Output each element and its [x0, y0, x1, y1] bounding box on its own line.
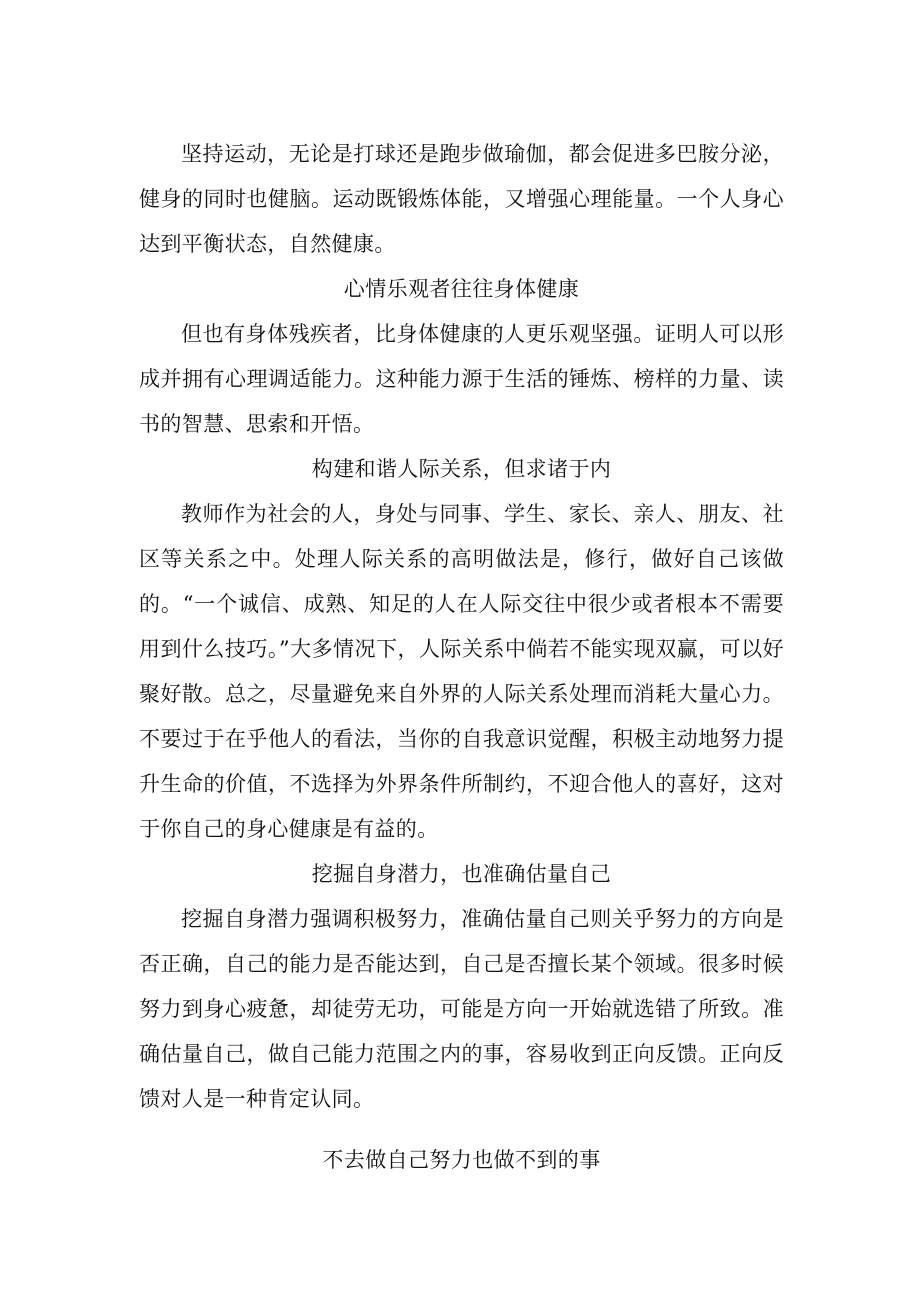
heading-potential: 挖掘自身潜力，也准确估量自己: [311, 862, 612, 886]
heading-limits: 不去做自己努力也做不到的事: [322, 1148, 601, 1172]
heading-relationships: 构建和谐人际关系，但求诸于内: [311, 457, 612, 481]
paragraph-exercise: 坚持运动，无论是打球还是跑步做瑜伽，都会促进多巴胺分泌，健身的同时也健脑。运动既锻炼体能，又增强心理能量。一个人身心达到平衡状态，自然健康。: [139, 142, 784, 256]
paragraph-relationships: 教师作为社会的人，身处与同事、学生、家长、亲人、朋友、社区等关系之中。处理人际关系的高明做法是，修行，做好自己该做的。“一个诚信、成熟、知足的人在人际交往中很少或者根本不需要用到什么技巧。”大多情况下，人际关系中倘若不能实现双赢，可以好聚好散。总之，尽量避免来自外界的人际关系处理而消耗大量心力。不要过于在乎他人的看法，当你的自我意识觉醒，积极主动地努力提升生命的价值，不选择为外界条件所制约，不迎合他人的喜好，这对于你自己的身心健康是有益的。: [139, 502, 784, 841]
document-page: [139, 132, 784, 1183]
paragraph-potential: 挖掘自身潜力强调积极努力，准确估量自己则关乎努力的方向是否正确，自己的能力是否能达到，自己是否擅长某个领域。很多时候努力到身心疲惫，却徒劳无功，可能是方向一开始就选错了所致。准确估量自己，做自己能力范围之内的事，容易收到正向反馈。正向反馈对人是一种肯定认同。: [139, 907, 784, 1111]
heading-optimism: 心情乐观者往往身体健康: [343, 277, 580, 301]
paragraph-optimism: 但也有身体残疾者，比身体健康的人更乐观坚强。证明人可以形成并拥有心理调适能力。这种能力源于生活的锤炼、榜样的力量、读书的智慧、思索和开悟。: [139, 322, 784, 436]
